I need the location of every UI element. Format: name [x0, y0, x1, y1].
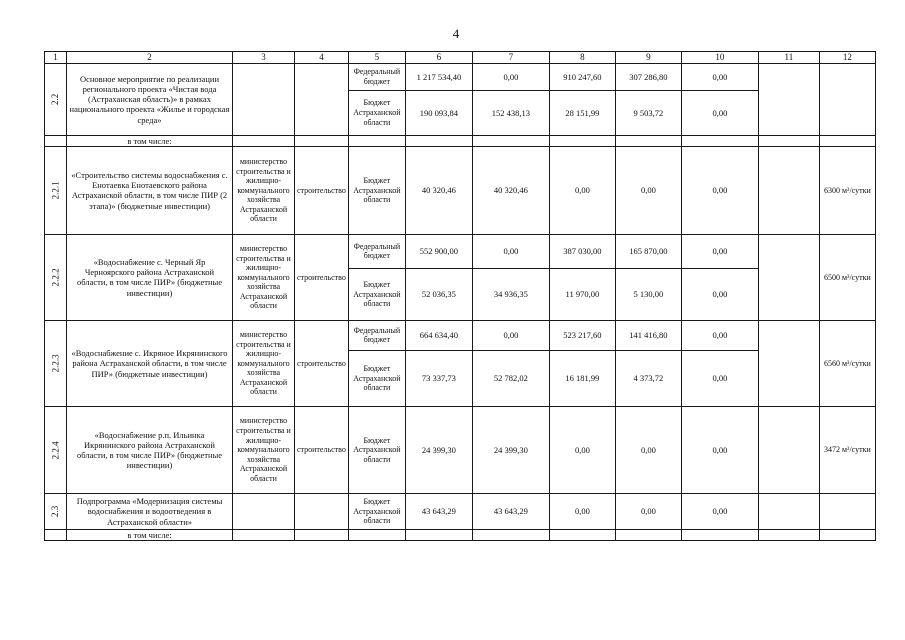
value-cell: 43 643,29 — [472, 493, 549, 529]
page-number: 4 — [452, 26, 460, 41]
value-cell: 664 634,40 — [405, 320, 472, 350]
col-header: 6 — [405, 52, 472, 64]
value-cell: 16 181,99 — [549, 350, 615, 406]
capacity-cell: 6300 м³/сутки — [819, 146, 875, 234]
type-cell: строительство — [295, 406, 349, 493]
value-cell: 0,00 — [681, 268, 758, 320]
col-header: 5 — [348, 52, 405, 64]
capacity-cell — [819, 493, 875, 529]
col11-cell — [758, 234, 819, 320]
type-cell: строительство — [295, 234, 349, 320]
funding-source: Бюджет Астраханской области — [348, 268, 405, 320]
funding-source: Федеральный бюджет — [348, 63, 405, 90]
value-cell: 0,00 — [681, 146, 758, 234]
table-row — [45, 63, 876, 90]
subtotal-label-row — [45, 529, 876, 540]
row-name: «Водоснабжение с. Икряное Икрянинского района Астраханской области, в том числе ПИР» (бюджетные инвестиции) — [67, 320, 233, 406]
including-label: в том числе: — [67, 529, 233, 540]
executor-cell: министерство строительства и жилищно-коммунального хозяйства Астраханской области — [233, 146, 295, 234]
empty-cell — [45, 135, 67, 146]
value-cell: 0,00 — [472, 320, 549, 350]
col11-cell — [758, 63, 819, 135]
capacity-cell — [819, 63, 875, 135]
row-code: 2.2.4 — [45, 406, 67, 493]
type-cell — [295, 493, 349, 529]
column-number-row — [45, 52, 876, 64]
value-cell: 28 151,99 — [549, 90, 615, 135]
row-name: Подпрограмма «Модернизация системы водоснабжения и водоотведения в Астраханской области» — [67, 493, 233, 529]
subtotal-label-row — [45, 135, 876, 146]
value-cell: 552 900,00 — [405, 234, 472, 268]
table-row — [45, 406, 876, 493]
row-code: 2.2.1 — [45, 146, 67, 234]
row-name: «Водоснабжение р.п. Ильинка Икрянинского района Астраханской области, в том числе ПИР» (бюджетные инвестиции) — [67, 406, 233, 493]
col11-cell — [758, 493, 819, 529]
funding-source: Бюджет Астраханской области — [348, 406, 405, 493]
value-cell: 43 643,29 — [405, 493, 472, 529]
value-cell: 0,00 — [681, 320, 758, 350]
value-cell: 34 936,35 — [472, 268, 549, 320]
table-row — [45, 320, 876, 350]
type-cell — [295, 63, 349, 135]
value-cell: 5 130,00 — [615, 268, 681, 320]
value-cell: 52 036,35 — [405, 268, 472, 320]
value-cell: 0,00 — [681, 90, 758, 135]
executor-cell: министерство строительства и жилищно-коммунального хозяйства Астраханской области — [233, 406, 295, 493]
value-cell: 73 337,73 — [405, 350, 472, 406]
value-cell: 0,00 — [549, 146, 615, 234]
value-cell: 307 286,80 — [615, 63, 681, 90]
type-cell: строительство — [295, 320, 349, 406]
value-cell: 0,00 — [472, 234, 549, 268]
value-cell: 1 217 534,40 — [405, 63, 472, 90]
col-header: 2 — [67, 52, 233, 64]
value-cell: 0,00 — [681, 234, 758, 268]
row-code: 2.3 — [45, 493, 67, 529]
row-code: 2.2.2 — [45, 234, 67, 320]
table-row — [45, 234, 876, 268]
col-header: 3 — [233, 52, 295, 64]
value-cell: 0,00 — [549, 406, 615, 493]
executor-cell — [233, 63, 295, 135]
executor-cell: министерство строительства и жилищно-коммунального хозяйства Астраханской области — [233, 320, 295, 406]
executor-cell: министерство строительства и жилищно-коммунального хозяйства Астраханской области — [233, 234, 295, 320]
value-cell: 152 438,13 — [472, 90, 549, 135]
funding-source: Бюджет Астраханской области — [348, 90, 405, 135]
row-name: «Строительство системы водоснабжения с. Енотаевка Енотаевского района Астраханской области, в том числе ПИР (2 этапа)» (бюджетные инвестиции) — [67, 146, 233, 234]
value-cell: 190 093,84 — [405, 90, 472, 135]
value-cell: 24 399,30 — [405, 406, 472, 493]
value-cell: 24 399,30 — [472, 406, 549, 493]
funding-source: Бюджет Астраханской области — [348, 493, 405, 529]
value-cell: 40 320,46 — [405, 146, 472, 234]
value-cell: 0,00 — [549, 493, 615, 529]
col-header: 1 — [45, 52, 67, 64]
col-header: 8 — [549, 52, 615, 64]
value-cell: 0,00 — [681, 63, 758, 90]
executor-cell — [233, 493, 295, 529]
value-cell: 141 416,80 — [615, 320, 681, 350]
col-header: 10 — [681, 52, 758, 64]
program-table — [44, 51, 876, 541]
value-cell: 387 030,00 — [549, 234, 615, 268]
value-cell: 40 320,46 — [472, 146, 549, 234]
capacity-cell: 6560 м³/сутки — [819, 320, 875, 406]
value-cell: 523 217,60 — [549, 320, 615, 350]
row-code: 2.2 — [45, 63, 67, 135]
col11-cell — [758, 146, 819, 234]
value-cell: 11 970,00 — [549, 268, 615, 320]
value-cell: 52 782,02 — [472, 350, 549, 406]
funding-source: Федеральный бюджет — [348, 320, 405, 350]
col-header: 7 — [472, 52, 549, 64]
including-label: в том числе: — [67, 135, 233, 146]
empty-cell — [45, 529, 67, 540]
value-cell: 910 247,60 — [549, 63, 615, 90]
col-header: 9 — [615, 52, 681, 64]
value-cell: 0,00 — [681, 406, 758, 493]
col-header: 4 — [295, 52, 349, 64]
value-cell: 0,00 — [681, 493, 758, 529]
value-cell: 9 503,72 — [615, 90, 681, 135]
row-name: Основное мероприятие по реализации регионального проекта «Чистая вода (Астраханская область)» в рамках национального проекта «Жилье и городская среда» — [67, 63, 233, 135]
value-cell: 165 870,00 — [615, 234, 681, 268]
value-cell: 4 373,72 — [615, 350, 681, 406]
row-name: «Водоснабжение с. Черный Яр Черноярского района Астраханской области, в том числе ПИР» (бюджетные инвестиции) — [67, 234, 233, 320]
type-cell: строительство — [295, 146, 349, 234]
col11-cell — [758, 320, 819, 406]
table-row — [45, 493, 876, 529]
capacity-cell: 3472 м³/сутки — [819, 406, 875, 493]
capacity-cell: 6500 м³/сутки — [819, 234, 875, 320]
col-header: 12 — [819, 52, 875, 64]
funding-source: Федеральный бюджет — [348, 234, 405, 268]
value-cell: 0,00 — [681, 350, 758, 406]
funding-source: Бюджет Астраханской области — [348, 146, 405, 234]
table-row — [45, 146, 876, 234]
value-cell: 0,00 — [615, 146, 681, 234]
value-cell: 0,00 — [615, 493, 681, 529]
row-code: 2.2.3 — [45, 320, 67, 406]
value-cell: 0,00 — [472, 63, 549, 90]
funding-source: Бюджет Астраханской области — [348, 350, 405, 406]
value-cell: 0,00 — [615, 406, 681, 493]
col-header: 11 — [758, 52, 819, 64]
col11-cell — [758, 406, 819, 493]
